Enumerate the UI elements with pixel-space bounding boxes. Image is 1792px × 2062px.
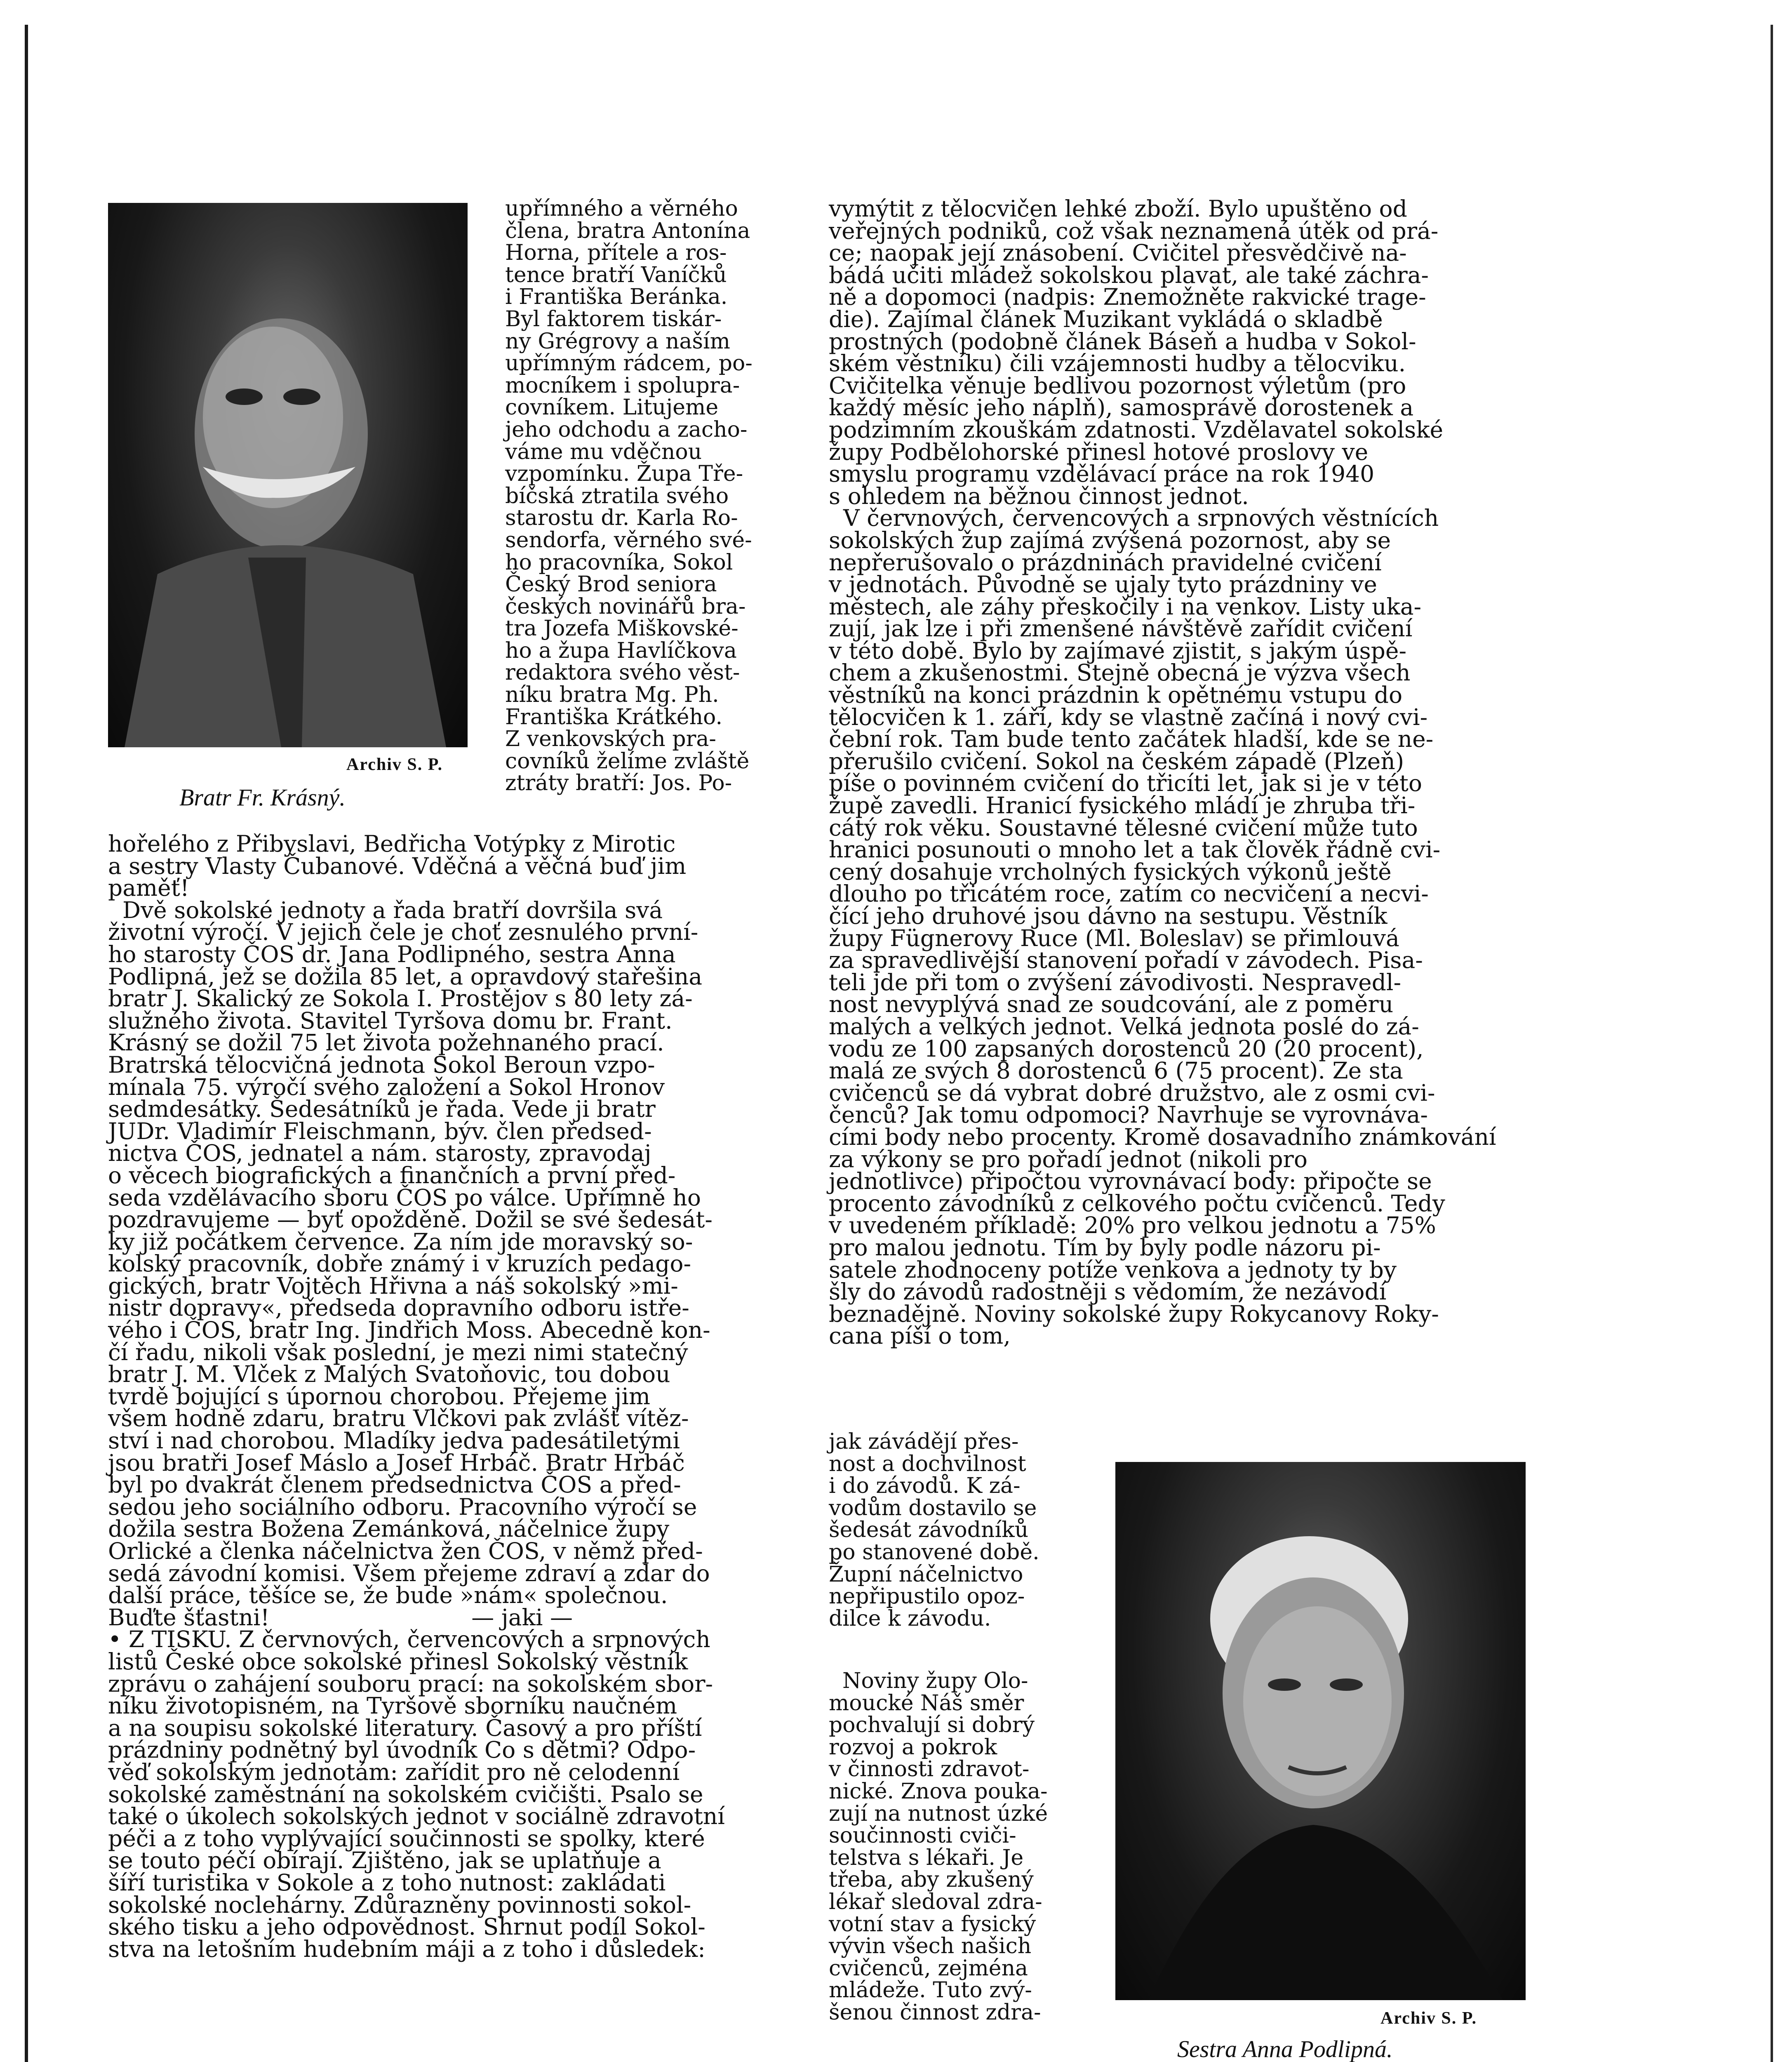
- column2-low-text: Noviny župy Olo- moucké Náš směr pochvalují si dobrý rozvoj a pokrok v činnosti zdravot- nické. Znova pouka- zují na nutnost úzké součinnosti cviči- telstva s lékaři. Je třeba, aby zkušený lékař sledoval zdra- votní stav a fysický vývin všech našich cvičenců, zejména mládeže. Tuto zvý- šenou činnost zdra-: [829, 1669, 1048, 2025]
- portrait-krasny-credit: Archiv S. P.: [346, 755, 443, 774]
- portrait-podlipna-credit: Archiv S. P.: [1380, 2009, 1477, 2028]
- column1-main-text: hořelého z Přibyslavi, Bedřicha Votýpky z Mirotic a sestry Vlasty Čubanové. Vděčná a věčná buď jim paměť! Dvě sokolské jednoty a řada bratří dovršila svá životní výročí. V jejich čele je choť zesnulého první- ho starosty ČOS dr. Jana Podlipného, sestra Anna Podlipná, jež se dožila 85 let, a opravdový stařešina bratr J. Skalický ze Sokola I. Prostějov s 80 lety zá- služného života. Stavitel Tyršova domu br. Frant. Krásný se dožil 75 let života požehnaného prací. Bratrská tělocvičná jednota Sokol Beroun vzpo- mínala 75. výročí svého založení a Sokol Hronov sedmdesátky. Šedesátníků je řada. Vede ji bratr JUDr. Vladimír Fleischmann, býv. člen předsed- nictva ČOS, jednatel a nám. starosty, zpravodaj o věcech biografických a finančních a první před- seda vzdělávacího sboru ČOS po válce. Upřímně ho pozdravujeme — byť opožděně. Dožil se své šedesát- ky již počátkem července. Za ním jde moravský so- kolský pracovník, dobře známý i v kruzích pedago- gických, bratr Vojtěch Hřivna a náš sokolský »mi- nistr dopravy«, předseda dopravního odboru istře- vého i ČOS, bratr Ing. Jindřich Moss. Abecedně kon- čí řadu, nikoli však poslední, je mezi nimi statečný bratr J. M. Vlček z Malých Svatoňovic, tou dobou tvrdě bojující s úpornou chorobou. Přejeme jim všem hodně zdaru, bratru Vlčkovi pak zvlášť vítěz- ství i nad chorobou. Mladíky jedva padesátiletými jsou bratři Josef Máslo a Josef Hrbáč. Bratr Hrbáč byl po dvakrát členem předsednictva ČOS a před- sedou jeho sociálního odboru. Pracovního výročí se dožila sestra Božena Zemánková, náčelnice župy Orlické a členka náčelnictva žen ČOS, v němž před- sedá závodní komisi. Všem přejeme zdraví a zdar do další práce, těšíce se, že bude »nám« společnou. Buďte šťastni! — jaki — • Z TISKU. Z červnových, červencových a srpnových listů České obce sokolské přinesl Sokolský věstník zprávu o zahájení souboru prací: na sokolském sbor- níku životopisném, na Tyršově sborníku naučném a na soupisu sokolské literatury. Časový a pro příští prázdniny podnětný byl úvodník Co s dětmi? Odpo- věď sokolským jednotám: zařídit pro ně celodenní sokolské zaměstnání na sokolském cvičišti. Psalo se také o úkolech sokolských jednot v sociálně zdravotní péči a z toho vyplývající součinnosti se spolky, které se touto péčí obírají. Zjištěno, jak se uplatňuje a šíří turistika v Sokole a z toho nutnost: zakládati sokolské noclehárny. Zdůrazněny povinnosti sokol- ského tisku a jeho odpovědnost. Shrnut podíl Sokol- stva na letošním hudebním máji a z toho i důsledek:: [108, 831, 725, 1962]
- column1-top-text: upřímného a věrného člena, bratra Antonína Horna, přítele a ros- tence bratří Vaníčků i Františka Beránka. Byl faktorem tiskár- ny Grégrovy a naším upřímným rádcem, po- mocníkem i spolupra- covníkem. Litujeme jeho odchodu a zacho- váme mu vděčnou vzpomínku. Župa Tře- bíčská ztratila svého starostu dr. Karla Ro- sendorfa, věrného své- ho pracovníka, Sokol Český Brod seniora českých novinářů bra- tra Jozefa Miškovské- ho a župa Havlíčkova redaktora svého věst- níku bratra Mg. Ph. Františka Krátkého. Z venkovských pra- covníků želíme zvláště ztráty bratří: Jos. Po-: [505, 196, 753, 796]
- portrait-podlipna-figure: [1115, 1462, 1526, 2000]
- portrait-krasny-figure: [108, 203, 468, 747]
- portrait-podlipna-photo: [1115, 1462, 1526, 2000]
- column2-mid-text: jak závádějí přes- nost a dochvilnost i do závodů. K zá- vodům dostavilo se šedesát závodníků po stanovené době. Župní náčelnictvo nepřipustilo opoz- dilce k závodu.: [829, 1429, 1039, 1631]
- column2-top-text: vymýtit z tělocvičen lehké zboží. Bylo upuštěno od veřejných podniků, což však neznamená útěk od prá- ce; naopak její znásobení. Cvičitel přesvědčivě na- bádá učiti mládež sokolskou plavat, ale také záchra- ně a dopomoci (nadpis: Znemožněte rakvické trage- die). Zajímal článek Muzikant vykládá o skladbě prostných (podobně článek Báseň a hudba v Sokol- ském věstníku) čili vzájemnosti hudby a tělocviku. Cvičitelka věnuje bedlivou pozornost výletům (pro každý měsíc jeho náplň), samosprávě dorostenek a podzimním zkouškám zdatnosti. Vzdělavatel sokolské župy Podbělohorské přinesl hotové proslovy ve smyslu programu vzdělávací práce na rok 1940 s ohledem na běžnou činnost jednot. V červnových, červencových a srpnových věstnících sokolských žup zajímá zvýšená pozornost, aby se nepřerušovalo o prázdninách pravidelné cvičení v jednotách. Původně se ujaly tyto prázdniny ve městech, ale záhy přeskočily i na venkov. Listy uka- zují, jak lze i při zmenšené návštěvě zařídit cvičení v této době. Bylo by zajímavé zjistit, s jakým úspě- chem a zkušenostmi. Stejně obecná je výzva všech věstníků na konci prázdnin k opětnému vstupu do tělocvičen k 1. září, kdy se vlastně začíná i nový cvi- čební rok. Tam bude tento začátek hladší, kde se ne- přerušilo cvičení. Sokol na českém západě (Plzeň) píše o povinném cvičení do třicíti let, jak si je v této župě zavedli. Hranicí fysického mládí je zhruba tři- cátý rok věku. Soustavné tělesné cvičení může tuto hranici posunouti o mnoho let a tak člověk řádně cvi- cený dosahuje vrcholných fysických výkonů ještě dlouho po třicátém roce, zatím co necvičení a necvi- čící jeho druhové jsou dávno na sestupu. Věstník župy Fügnerovy Ruce (Ml. Boleslav) se přimlouvá za spravedlivější stanovení pořadí v závodech. Pisa- teli jde při tom o zvýšení závodivosti. Nespravedl- nost nevyplývá snad ze soudcování, ale z poměru malých a velkých jednot. Velká jednota poslé do zá- vodu ze 100 zapsaných dorostenců 20 (20 procent), malá ze svých 8 dorostenců 6 (75 procent). Ze sta cvičenců se dá vybrat dobré družstvo, ale z osmi cvi- čenců? Jak tomu odpomoci? Navrhuje se vyrovnáva- cími body nebo procenty. Kromě dosavadního známkování za výkony se pro pořadí jednot (nikoli pro jednotlivce) připočtou vyrovnávací body: připočte se procento závodníků z celkového počtu cvičenců. Tedy v uvedeném příkladě: 20% pro velkou jednotu a 75% pro malou jednotu. Tím by byly podle názoru pi- satele zhodnoceny potíže venkova a jednoty ty by šly do závodů radostněji s vědomím, že nezávodí beznadějně. Noviny sokolské župy Rokycanovy Roky- cana píší o tom,: [829, 195, 1496, 1349]
- portrait-krasny-photo: [108, 203, 468, 747]
- portrait-podlipna-caption: Sestra Anna Podlipná.: [1177, 2036, 1393, 2062]
- portrait-krasny-caption: Bratr Fr. Krásný.: [179, 784, 346, 811]
